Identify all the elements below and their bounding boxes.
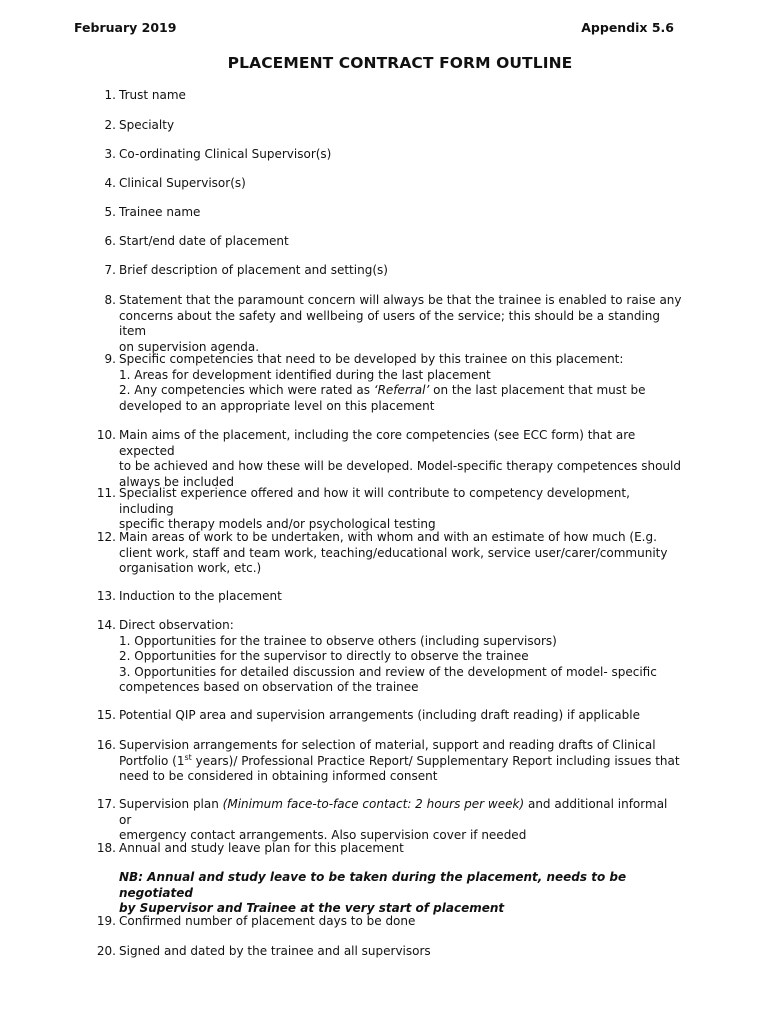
list-item <box>92 352 682 414</box>
list-item <box>92 234 682 250</box>
list-item <box>92 486 682 533</box>
item-text: Main areas of work to be undertaken, with whom and with an estimate of how much (E.g. client work, staff and team work, teaching/educational work, service user/carer/community organisation work, etc.) <box>119 530 668 575</box>
item-text: Supervision arrangements for selection of material, support and reading drafts of Clinical Portfolio (1st years)/ Professional Practice Report/ Supplementary Report including issues that need to be considered in obtaining informed consent <box>119 738 680 783</box>
item-number: 4. <box>104 176 116 190</box>
item-text: Trust name <box>119 88 186 102</box>
list-item <box>92 176 682 192</box>
page-title: PLACEMENT CONTRACT FORM OUTLINE <box>227 54 573 72</box>
item-number: 16. <box>96 738 116 752</box>
list-item <box>92 205 682 221</box>
item-number: 17. <box>96 797 116 811</box>
item-text: Brief description of placement and setting(s) <box>119 263 388 277</box>
item-number: 15. <box>96 708 116 722</box>
list-item <box>92 88 682 104</box>
list-item <box>92 738 682 785</box>
item-text: Confirmed number of placement days to be done <box>119 914 416 928</box>
item-text: Annual and study leave plan for this placement <box>119 841 404 855</box>
list-item <box>92 797 682 844</box>
item-number: 5. <box>104 205 116 219</box>
list-item <box>92 589 682 605</box>
item-text: Clinical Supervisor(s) <box>119 176 246 190</box>
item-text: Trainee name <box>119 205 201 219</box>
item-number: 13. <box>96 589 116 603</box>
item-text: Specialty <box>119 118 175 132</box>
header-date: February 2019 <box>74 20 177 35</box>
item-number: 9. <box>104 352 116 366</box>
item-number: 20. <box>96 944 116 958</box>
list-item <box>92 914 682 930</box>
item-number: 3. <box>104 147 116 161</box>
list-item <box>92 841 682 857</box>
item-text: Co-ordinating Clinical Supervisor(s) <box>119 147 332 161</box>
item-text: Specific competencies that need to be developed by this trainee on this placement: 1. Areas for development identified during the last placement 2. Any competencies which were rated as ‘Referral’ on the last placement that must be developed to an appropriate level on this placement <box>119 352 646 413</box>
item-number: 18. <box>96 841 116 855</box>
item-text: Potential QIP area and supervision arrangements (including draft reading) if applicable <box>119 708 640 722</box>
list-item <box>92 147 682 163</box>
item-number: 8. <box>104 293 116 307</box>
list-item <box>92 618 682 696</box>
item-number: 14. <box>96 618 116 632</box>
leave-note: NB: Annual and study leave to be taken during the placement, needs to be negotiated by Supervisor and Trainee at the very start of placement <box>119 870 627 915</box>
item-text: Direct observation: 1. Opportunities for the trainee to observe others (including supervisors) 2. Opportunities for the supervisor to directly to observe the trainee 3. Opportunities for detailed discussion and review of the development of model- specific competences based on observation of the trainee <box>119 618 657 694</box>
item-number: 11. <box>96 486 116 500</box>
item-text: Signed and dated by the trainee and all supervisors <box>119 944 431 958</box>
item-text: Main aims of the placement, including the core competencies (see ECC form) that are expected to be achieved and how these will be developed. Model-specific therapy competences should always be included <box>119 428 681 489</box>
item-text: Start/end date of placement <box>119 234 289 248</box>
item-number: 19. <box>96 914 116 928</box>
item-number: 6. <box>104 234 116 248</box>
header-appendix: Appendix 5.6 <box>581 20 674 35</box>
item-text: Statement that the paramount concern will always be that the trainee is enabled to raise any concerns about the safety and wellbeing of users of the service; this should be a standing item on supervision agenda. <box>119 293 682 354</box>
item-text: Induction to the placement <box>119 589 282 603</box>
list-item <box>92 428 682 490</box>
item-number: 12. <box>96 530 116 544</box>
item-number: 7. <box>104 263 116 277</box>
item-text: Supervision plan (Minimum face-to-face contact: 2 hours per week) and additional informal or emergency contact arrangements. Also supervision cover if needed <box>119 797 668 842</box>
item-number: 10. <box>96 428 116 442</box>
list-item <box>92 293 682 355</box>
item-text: Specialist experience offered and how it will contribute to competency development, including specific therapy models and/or psychological testing <box>119 486 630 531</box>
list-item <box>92 944 682 960</box>
item-number: 1. <box>104 88 116 102</box>
list-item <box>92 263 682 279</box>
list-item <box>92 118 682 134</box>
list-item <box>92 530 682 577</box>
item-number: 2. <box>104 118 116 132</box>
list-item <box>92 708 682 724</box>
